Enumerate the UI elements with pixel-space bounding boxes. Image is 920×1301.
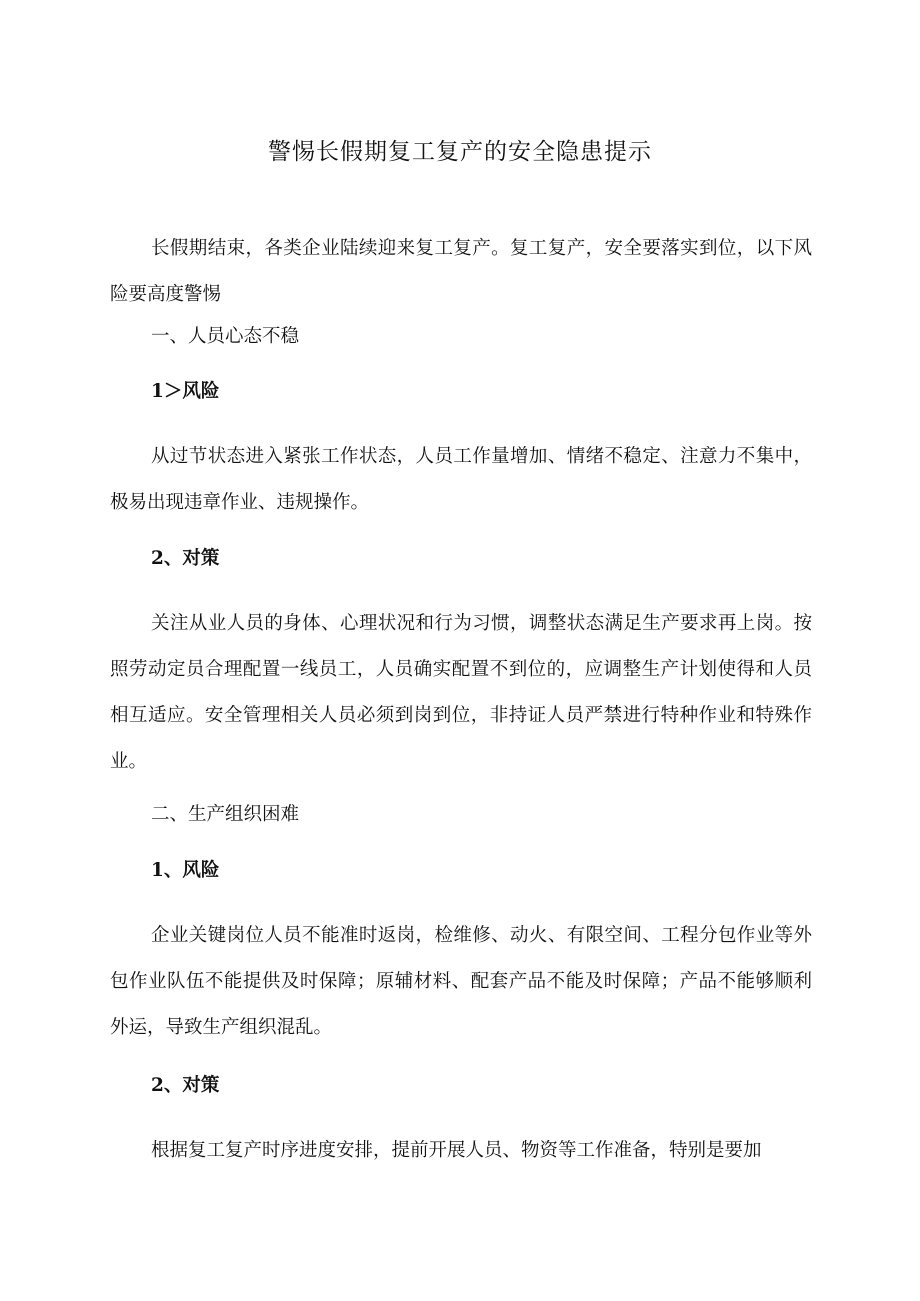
section2-heading: 二、生产组织困难 — [151, 804, 300, 825]
section1-risk-label: 1＞风险 — [151, 381, 220, 402]
intro-paragraph: 长假期结束，各类企业陆续迎来复工复产。复工复产，安全要落实到位，以下风险要高度警惕 — [110, 238, 812, 305]
section2-measure-label: 2、对策 — [151, 1075, 220, 1096]
section1-measure-text: 关注从业人员的身体、心理状况和行为习惯，调整状态满足生产要求再上岗。按照劳动定员合理配置一线员工，人员确实配置不到位的，应调整生产计划使得和人员相互适应。安全管理相关人员必须到岗到位，非持证人员严禁进行特种作业和特殊作业。 — [110, 613, 812, 772]
section1-measure-label: 2、对策 — [151, 548, 220, 569]
section1-heading: 一、人员心态不稳 — [151, 326, 300, 347]
section2-risk-text: 企业关键岗位人员不能准时返岗，检维修、动火、有限空间、工程分包作业等外包作业队伍不能提供及时保障；原辅材料、配套产品不能及时保障；产品不能够顺利外运，导致生产组织混乱。 — [110, 925, 812, 1038]
section2-risk-label: 1、风险 — [151, 860, 220, 881]
document-title: 警惕长假期复工复产的安全隐患提示 — [268, 139, 652, 165]
section2-measure-text: 根据复工复产时序进度安排，提前开展人员、物资等工作准备，特别是要加 — [151, 1140, 762, 1161]
section1-risk-text: 从过节状态进入紧张工作状态，人员工作量增加、情绪不稳定、注意力不集中，极易出现违章作业、违规操作。 — [110, 446, 812, 513]
